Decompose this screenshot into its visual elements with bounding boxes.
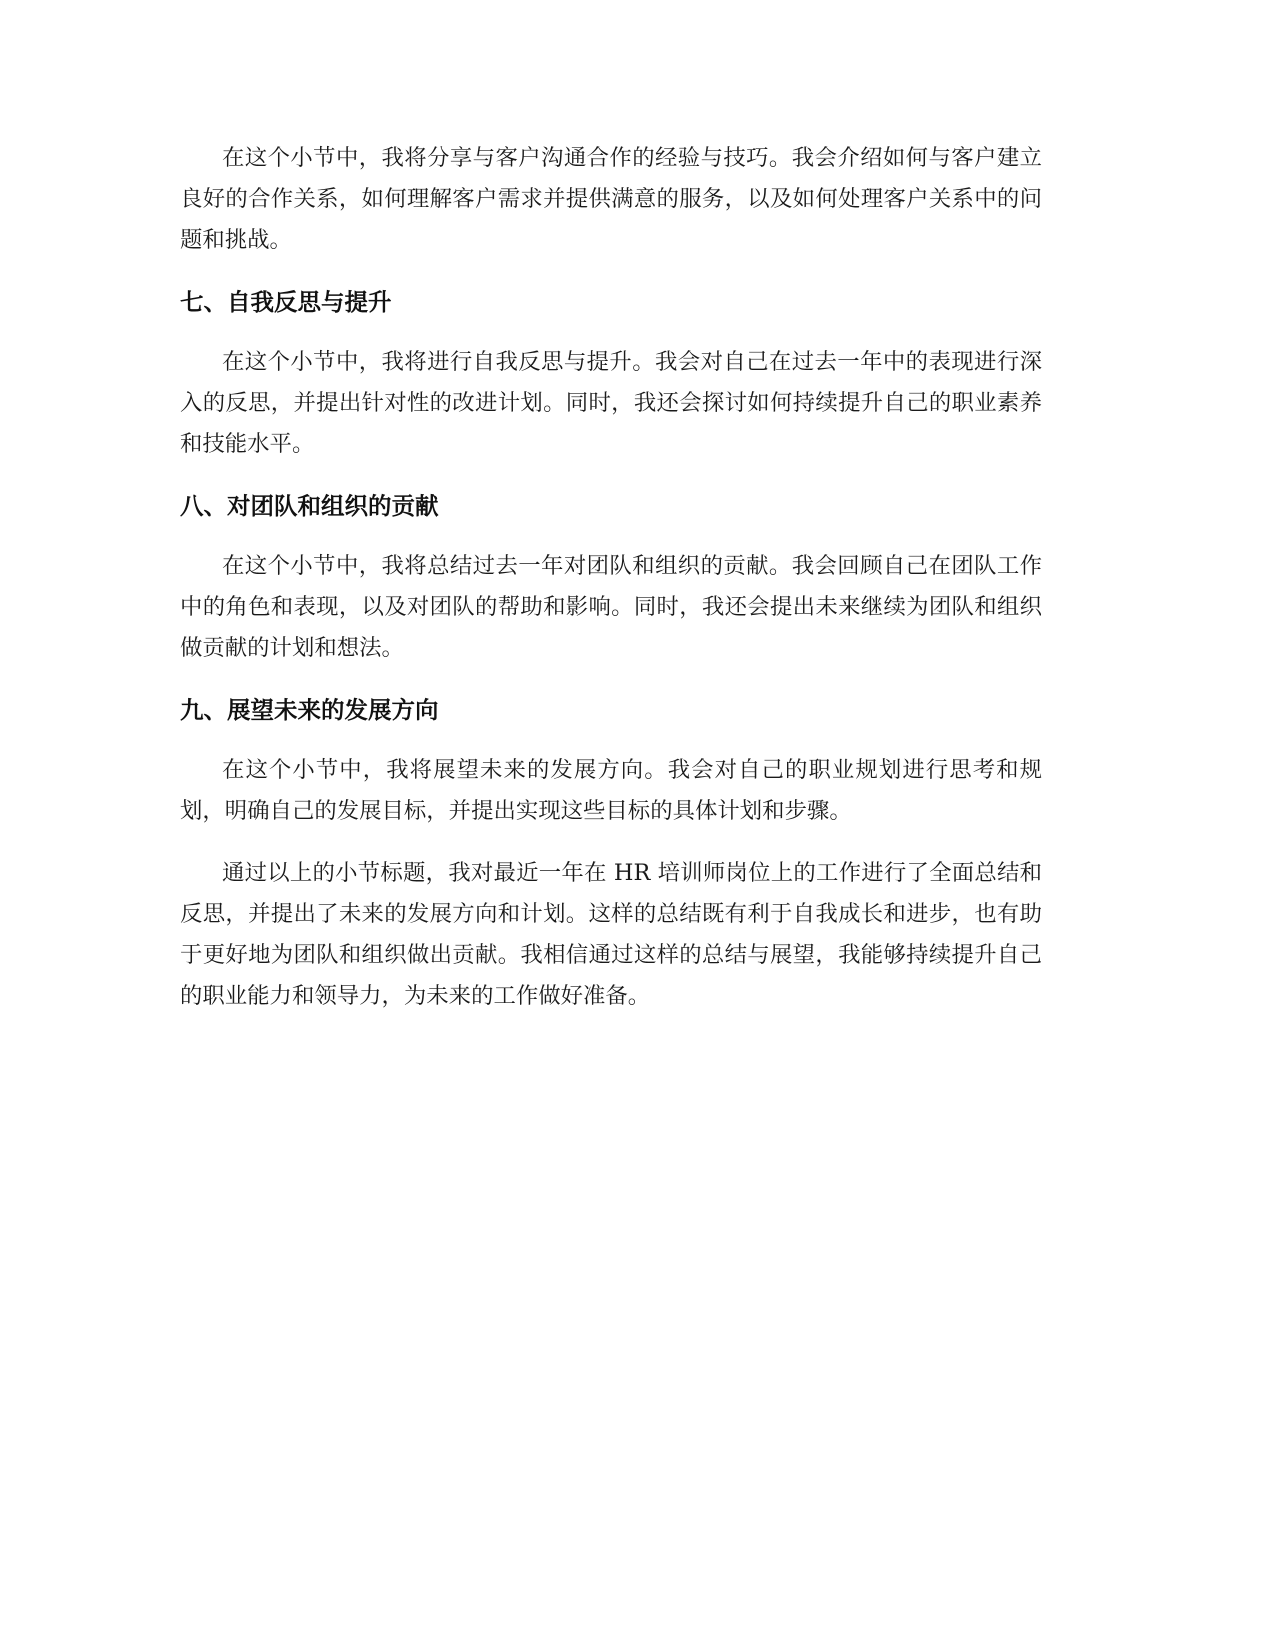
section-paragraph-seven: 在这个小节中，我将进行自我反思与提升。我会对自己在过去一年中的表现进行深入的反思，并提出针对性的改进计划。同时，我还会探讨如何持续提升自己的职业素养和技能水平。 <box>180 349 1042 457</box>
closing-paragraph: 通过以上的小节标题，我对最近一年在 HR 培训师岗位上的工作进行了全面总结和反思，并提出了未来的发展方向和计划。这样的总结既有利于自我成长和进步，也有助于更好地为团队和组织做出贡献。我相信通过这样的总结与展望，我能够持续提升自己的职业能力和领导力，为未来的工作做好准备。 <box>180 860 1042 1009</box>
section-heading-seven: 七、自我反思与提升 <box>180 288 392 316</box>
section-paragraph-nine: 在这个小节中，我将展望未来的发展方向。我会对自己的职业规划进行思考和规划，明确自己的发展目标，并提出实现这些目标的具体计划和步骤。 <box>180 757 1042 824</box>
section-paragraph-eight: 在这个小节中，我将总结过去一年对团队和组织的贡献。我会回顾自己在团队工作中的角色和表现，以及对团队的帮助和影响。同时，我还会提出未来继续为团队和组织做贡献的计划和想法。 <box>180 553 1042 661</box>
section-heading-eight: 八、对团队和组织的贡献 <box>180 492 439 520</box>
section-heading-nine: 九、展望未来的发展方向 <box>180 696 439 724</box>
intro-paragraph: 在这个小节中，我将分享与客户沟通合作的经验与技巧。我会介绍如何与客户建立良好的合作关系，如何理解客户需求并提供满意的服务，以及如何处理客户关系中的问题和挑战。 <box>180 145 1042 253</box>
document-body <box>180 138 1042 1017</box>
